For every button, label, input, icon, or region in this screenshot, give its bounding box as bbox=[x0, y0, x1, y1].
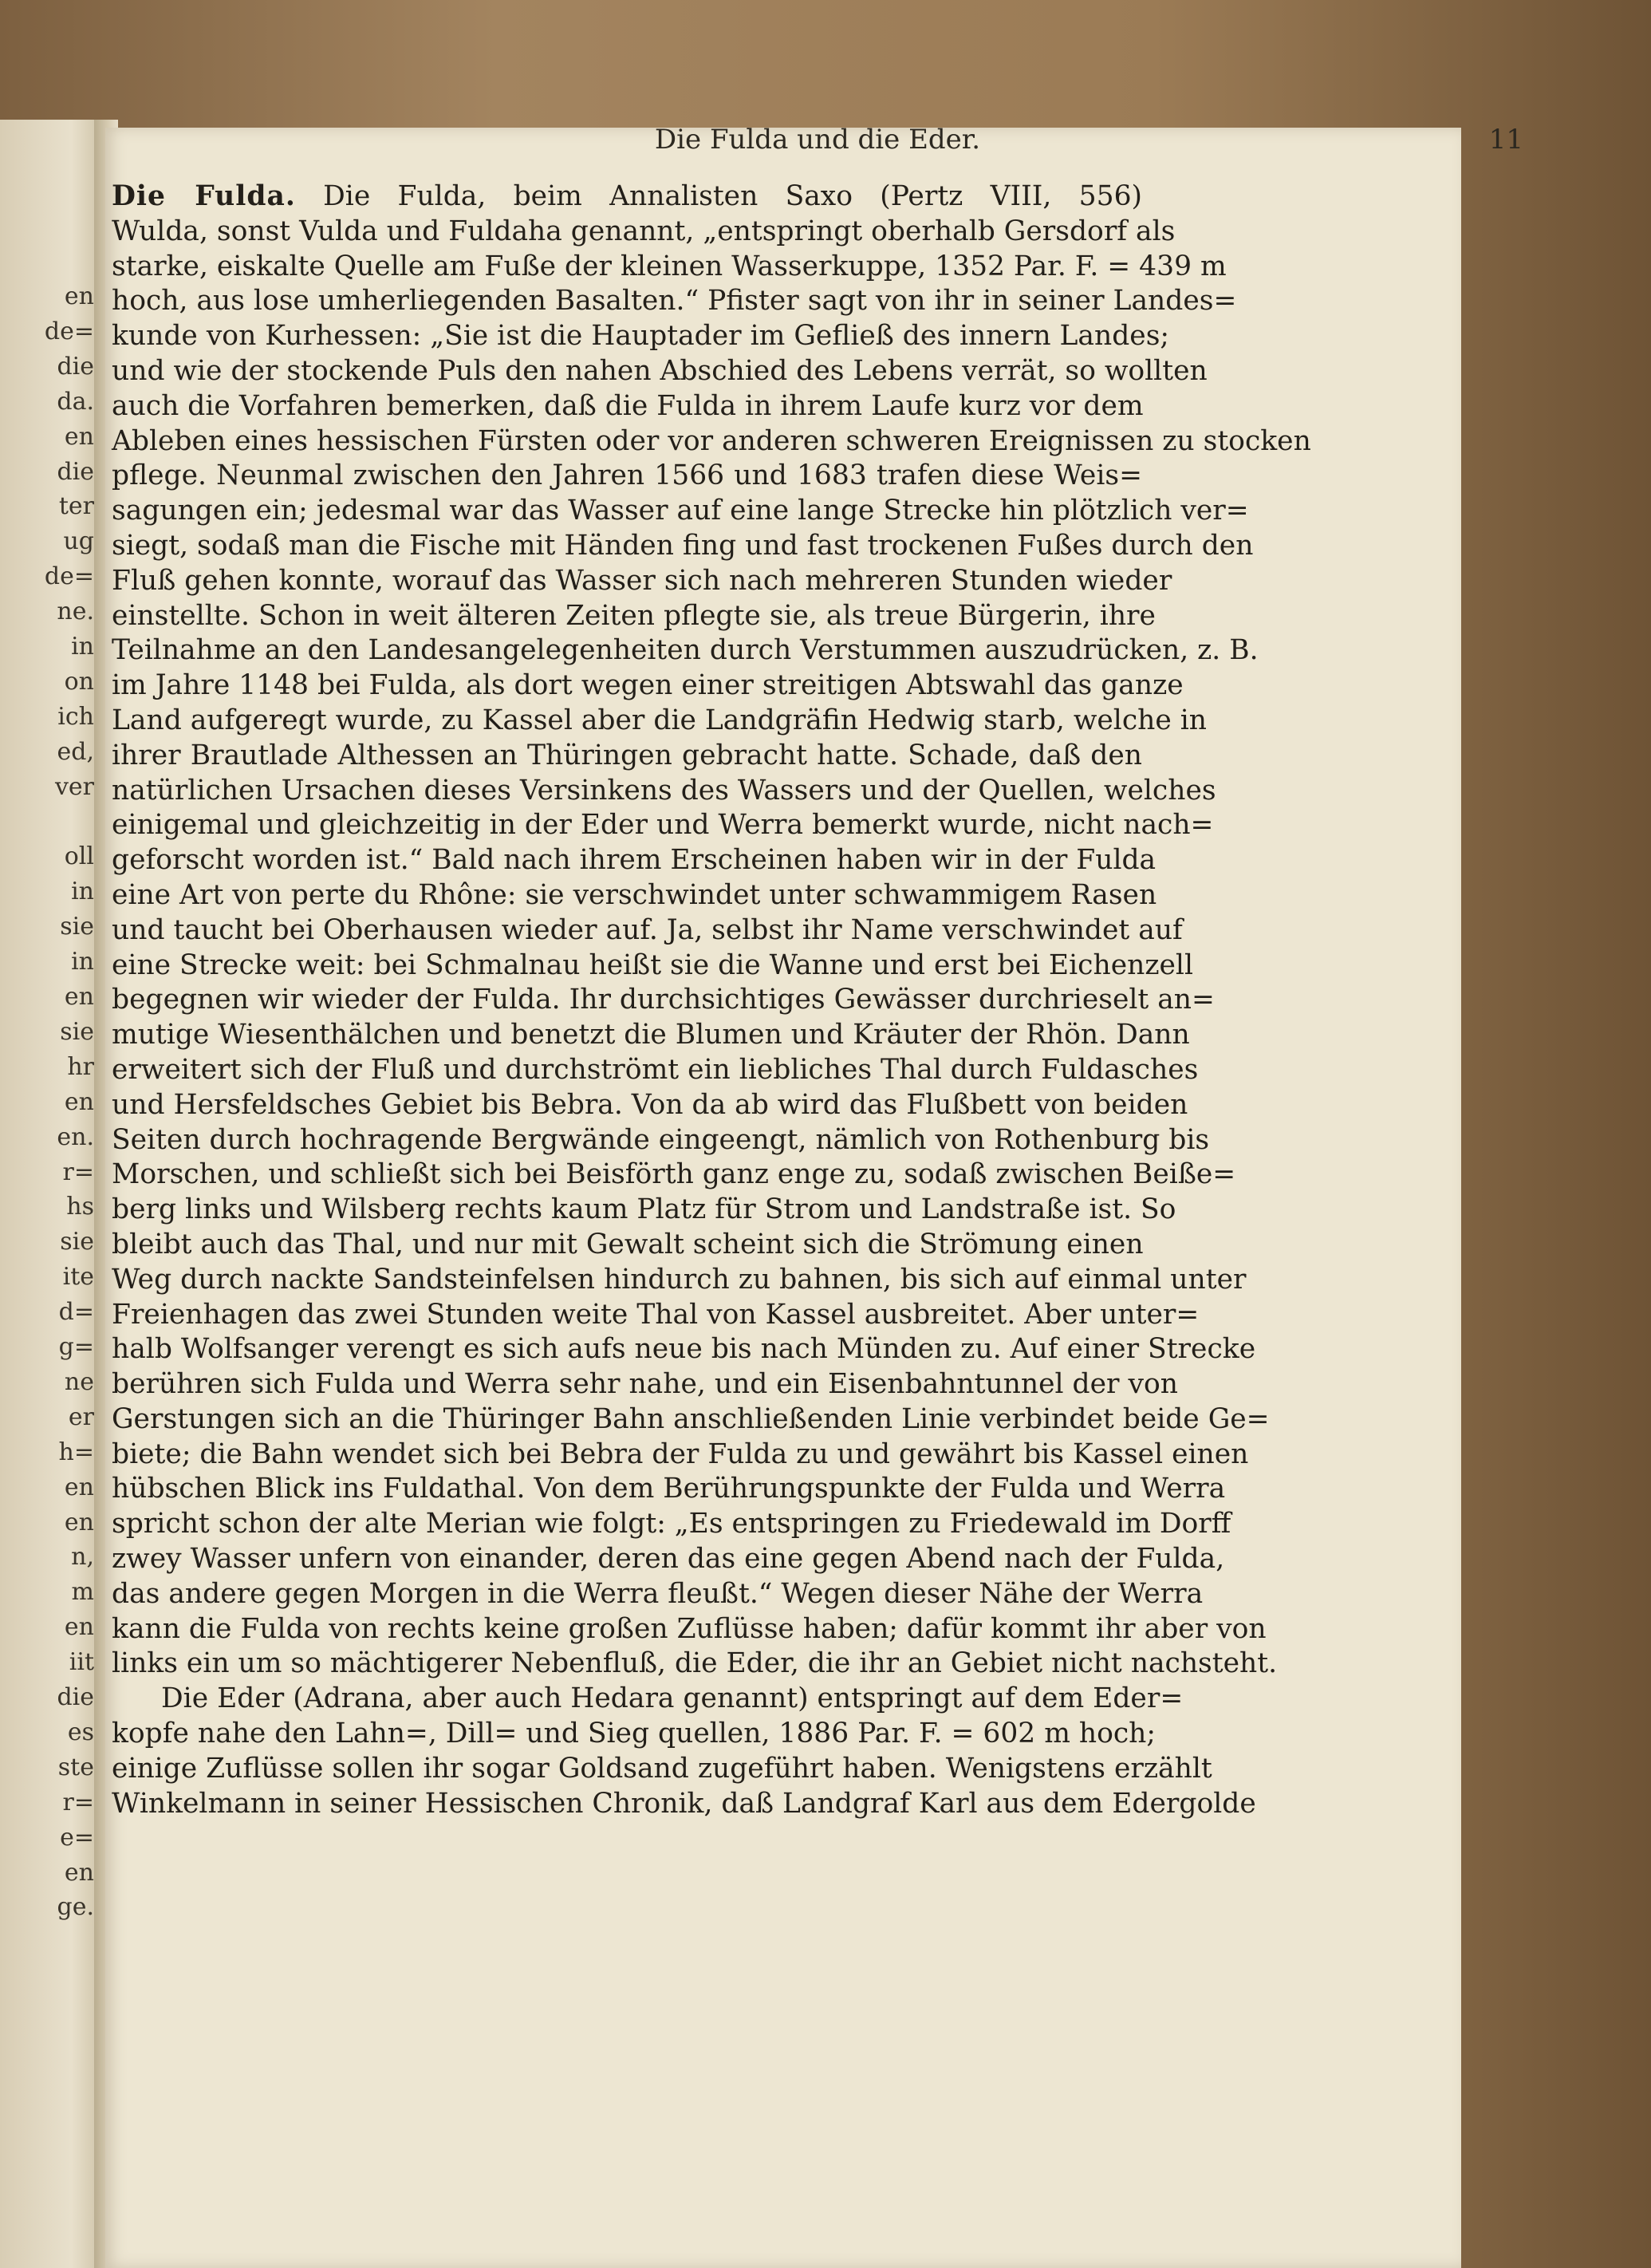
left-page-fragment: die bbox=[57, 352, 94, 381]
line-text: geforscht worden ist.“ Bald nach ihrem Erscheinen haben wir in der Fulda bbox=[112, 844, 1156, 877]
text-line bbox=[112, 1298, 1200, 1333]
left-page-fragment: g= bbox=[58, 1333, 94, 1361]
line-text: kopfe nahe den Lahn=, Dill= und Sieg quellen, 1886 Par. F. = 602 m hoch; bbox=[112, 1718, 1156, 1750]
left-page-fragment: sie bbox=[60, 1017, 94, 1046]
text-line bbox=[112, 739, 1142, 774]
text-line bbox=[112, 1542, 1225, 1577]
left-page-fragment: en bbox=[64, 422, 94, 451]
text-line bbox=[112, 250, 1227, 285]
line-text: kann die Fulda von rechts keine großen Zuflüsse haben; dafür kommt ihr aber von bbox=[112, 1612, 1267, 1645]
line-text: mutige Wiesenthälchen und benetzt die Blumen und Kräuter der Rhön. Dann bbox=[112, 1019, 1190, 1051]
left-page-edge bbox=[0, 120, 102, 2268]
line-text: Ableben eines hessischen Fürsten oder vor anderen schweren Ereignissen zu stocken bbox=[112, 424, 1311, 457]
text-line bbox=[112, 1717, 1156, 1752]
left-page-fragment: sie bbox=[60, 1228, 94, 1256]
left-page-fragment: h= bbox=[58, 1438, 94, 1466]
line-text: Gerstungen sich an die Thüringer Bahn anschließenden Linie verbindet beide Ge= bbox=[112, 1402, 1270, 1435]
left-page-fragment: ge. bbox=[57, 1893, 94, 1922]
left-page-fragment: en bbox=[64, 1473, 94, 1501]
line-text: Teilnahme an den Landesangelegenheiten durch Verstummen auszudrücken, z. B. bbox=[112, 634, 1259, 667]
line-text: auch die Vorfahren bemerken, daß die Fulda in ihrem Laufe kurz vor dem bbox=[112, 389, 1144, 422]
text-line bbox=[112, 1577, 1204, 1612]
text-line bbox=[112, 1367, 1178, 1402]
line-text: im Jahre 1148 bei Fulda, als dort wegen einer streitigen Abtswahl das ganze bbox=[112, 669, 1184, 702]
line-text: bleibt auch das Thal, und nur mit Gewalt scheint sich die Strömung einen bbox=[112, 1228, 1144, 1260]
line-text: sagungen ein; jedesmal war das Wasser auf eine lange Strecke hin plötzlich ver= bbox=[112, 495, 1249, 527]
text-line bbox=[112, 1088, 1188, 1123]
line-text: Winkelmann in seiner Hessischen Chronik, daß Landgraf Karl aus dem Edergolde bbox=[112, 1787, 1256, 1820]
text-line bbox=[112, 878, 1157, 913]
left-page-fragment: de= bbox=[44, 562, 94, 591]
left-page-fragment: ne bbox=[64, 1367, 94, 1396]
left-page-fragment: r= bbox=[62, 1158, 94, 1186]
running-title: Die Fulda und die Eder. bbox=[654, 124, 981, 156]
text-line bbox=[112, 354, 1208, 389]
text-line bbox=[112, 913, 1183, 949]
text-line bbox=[112, 1053, 1199, 1088]
line-text: eine Art von perte du Rhône: sie verschwindet unter schwammigem Rasen bbox=[112, 878, 1157, 911]
page-header bbox=[112, 124, 1523, 164]
text-line bbox=[112, 284, 1237, 319]
text-line bbox=[112, 1507, 1231, 1542]
left-page-fragment: r= bbox=[62, 1788, 94, 1816]
line-text: begegnen wir wieder der Fulda. Ihr durchsichtiges Gewässer durchrieselt an= bbox=[112, 984, 1215, 1016]
text-line bbox=[112, 179, 1142, 215]
text-line bbox=[112, 1612, 1267, 1647]
line-text: einstellte. Schon in weit älteren Zeiten pflegte sie, als treue Bürgerin, ihre bbox=[112, 599, 1156, 632]
text-line bbox=[112, 1647, 1278, 1682]
line-text: halb Wolfsanger verengt es sich aufs neue bis nach Münden zu. Auf einer Strecke bbox=[112, 1333, 1256, 1366]
left-page-fragment: ite bbox=[62, 1263, 94, 1292]
left-page-fragment: n, bbox=[71, 1543, 94, 1572]
line-text: Land aufgeregt wurde, zu Kassel aber die Landgräfin Hedwig starb, welche in bbox=[112, 704, 1208, 736]
text-line bbox=[112, 1158, 1236, 1193]
left-page-fragment: ter bbox=[58, 492, 94, 521]
text-line bbox=[112, 215, 1176, 250]
left-page-fragment: d= bbox=[58, 1298, 94, 1327]
left-page-fragment: es bbox=[67, 1718, 94, 1746]
text-line bbox=[112, 1018, 1190, 1053]
line-text: und Hersfeldsches Gebiet bis Bebra. Von da ab wird das Flußbett von beiden bbox=[112, 1088, 1188, 1121]
section-heading: Die Fulda. bbox=[112, 180, 296, 212]
left-page-fragment: ed, bbox=[57, 737, 94, 766]
left-page-fragment: hs bbox=[66, 1193, 94, 1221]
left-page-fragment: ste bbox=[57, 1753, 94, 1781]
line-text: erweitert sich der Fluß und durchströmt ein liebliches Thal durch Fuldasches bbox=[112, 1053, 1199, 1086]
left-page-fragment: en bbox=[64, 282, 94, 310]
left-page-fragment: en. bbox=[57, 1122, 94, 1151]
line-text: siegt, sodaß man die Fische mit Händen fing und fast trockenen Fußes durch den bbox=[112, 529, 1254, 562]
body-text bbox=[112, 179, 1311, 1821]
left-page-fragment: sie bbox=[60, 913, 94, 941]
line-text: eine Strecke weit: bei Schmalnau heißt sie die Wanne und erst bei Eichenzell bbox=[112, 949, 1193, 981]
line-text: links ein um so mächtigerer Nebenfluß, die Eder, die ihr an Gebiet nicht nachsteht. bbox=[112, 1647, 1278, 1680]
line-text: biete; die Bahn wendet sich bei Bebra der Fulda zu und gewährt bis Kassel einen bbox=[112, 1438, 1249, 1470]
line-text: Weg durch nackte Sandsteinfelsen hindurch zu bahnen, bis sich auf einmal unter bbox=[112, 1263, 1247, 1296]
line-text: Freienhagen das zwei Stunden weite Thal von Kassel ausbreitet. Aber unter= bbox=[112, 1298, 1200, 1331]
left-page-fragment: de= bbox=[44, 317, 94, 345]
left-page-fragment: on bbox=[64, 667, 94, 696]
text-line bbox=[112, 1228, 1142, 1263]
text-line bbox=[112, 983, 1215, 1018]
line-text: Fluß gehen konnte, worauf das Wasser sich nach mehreren Stunden wieder bbox=[112, 564, 1172, 597]
left-page-fragment: ich bbox=[57, 702, 94, 731]
line-text: berühren sich Fulda und Werra sehr nahe, und ein Eisenbahntunnel der von bbox=[112, 1368, 1178, 1401]
line-text: hoch, aus lose umherliegenden Basalten.“ Pfister sagt von ihr in seiner Landes= bbox=[112, 285, 1237, 318]
text-line bbox=[112, 319, 1170, 354]
left-page-fragment: hr bbox=[67, 1052, 94, 1081]
line-text: einige Zuflüsse sollen ihr sogar Goldsand zugeführt haben. Wenigstens erzählt bbox=[112, 1752, 1212, 1785]
text-line bbox=[112, 1438, 1249, 1473]
text-line bbox=[112, 1787, 1256, 1822]
left-page-fragment: da. bbox=[57, 387, 94, 416]
line-text: einigemal und gleichzeitig in der Eder und Werra bemerkt wurde, nicht nach= bbox=[112, 809, 1214, 842]
text-line bbox=[112, 704, 1208, 739]
left-page-fragment: en bbox=[64, 1858, 94, 1887]
line-text: Morschen, und schließt sich bei Beisförth ganz enge zu, sodaß zwischen Beiße= bbox=[112, 1158, 1236, 1191]
text-line bbox=[112, 564, 1172, 599]
text-line bbox=[112, 808, 1214, 843]
line-text: berg links und Wilsberg rechts kaum Platz für Strom und Landstraße ist. So bbox=[112, 1193, 1176, 1226]
text-line bbox=[112, 1123, 1210, 1158]
line-text: und wie der stockende Puls den nahen Abschied des Lebens verrät, so wollten bbox=[112, 354, 1208, 387]
text-line bbox=[112, 1752, 1212, 1787]
text-line bbox=[112, 843, 1156, 878]
text-line bbox=[112, 1193, 1176, 1228]
left-page-fragment: in bbox=[71, 633, 94, 661]
text-line bbox=[112, 424, 1311, 460]
text-line bbox=[112, 774, 1216, 809]
left-page-fragment: er bbox=[68, 1402, 94, 1431]
left-page-fragment: ver bbox=[54, 772, 94, 801]
text-line bbox=[112, 1332, 1256, 1367]
text-line bbox=[112, 599, 1156, 634]
left-page-fragment: en bbox=[64, 983, 94, 1011]
left-page-fragment: die bbox=[57, 1683, 94, 1711]
text-line bbox=[112, 1682, 1184, 1717]
text-line bbox=[112, 529, 1254, 564]
text-line bbox=[112, 459, 1142, 494]
text-line bbox=[112, 949, 1193, 984]
left-page-fragment: iit bbox=[69, 1648, 94, 1677]
line-text: und taucht bei Oberhausen wieder auf. Ja, selbst ihr Name verschwindet auf bbox=[112, 913, 1183, 946]
left-page-fragment: en bbox=[64, 1613, 94, 1642]
line-text: Die Fulda, beim Annalisten Saxo (Pertz VIII, 556) bbox=[295, 180, 1142, 212]
paragraph bbox=[112, 179, 1311, 1682]
paragraph bbox=[112, 1682, 1256, 1821]
line-text: zwey Wasser unfern von einander, deren das eine gegen Abend nach der Fulda, bbox=[112, 1543, 1225, 1576]
line-text: spricht schon der alte Merian wie folgt: „Es entspringen zu Friedewald im Dorff bbox=[112, 1508, 1231, 1540]
line-text: natürlichen Ursachen dieses Versinkens des Wassers und der Quellen, welches bbox=[112, 774, 1216, 807]
text-line bbox=[112, 669, 1184, 704]
left-page-fragment: in bbox=[71, 878, 94, 906]
left-page-fragment: in bbox=[71, 948, 94, 976]
line-text: starke, eiskalte Quelle am Fuße der kleinen Wasserkuppe, 1352 Par. F. = 439 m bbox=[112, 250, 1227, 282]
left-page-fragment: en bbox=[64, 1508, 94, 1536]
page-number: 11 bbox=[1488, 124, 1523, 156]
line-text: das andere gegen Morgen in die Werra fleußt.“ Wegen dieser Nähe der Werra bbox=[112, 1577, 1204, 1610]
text-line bbox=[112, 633, 1259, 669]
left-page-fragment: en bbox=[64, 1087, 94, 1116]
line-text: ihrer Brautlade Althessen an Thüringen gebracht hatte. Schade, daß den bbox=[112, 739, 1142, 771]
line-text: pflege. Neunmal zwischen den Jahren 1566 und 1683 trafen diese Weis= bbox=[112, 460, 1142, 492]
text-line bbox=[112, 389, 1142, 424]
left-page-fragment: ne. bbox=[57, 598, 94, 626]
line-text: hübschen Blick ins Fuldathal. Von dem Berührungspunkte der Fulda und Werra bbox=[112, 1473, 1226, 1505]
left-page-fragment: m bbox=[71, 1578, 94, 1607]
line-text: kunde von Kurhessen: „Sie ist die Hauptader im Gefließ des innern Landes; bbox=[112, 320, 1170, 353]
text-line bbox=[112, 1472, 1226, 1507]
line-text: Wulda, sonst Vulda und Fuldaha genannt, „entspringt oberhalb Gersdorf als bbox=[112, 215, 1176, 247]
left-page-fragment: ug bbox=[63, 527, 94, 556]
line-text: Seiten durch hochragende Bergwände eingeengt, nämlich von Rothenburg bis bbox=[112, 1123, 1210, 1156]
line-text: Die Eder (Adrana, aber auch Hedara genannt) entspringt auf dem Eder= bbox=[161, 1682, 1184, 1715]
left-page-fragment: e= bbox=[60, 1823, 94, 1852]
left-page-fragment: oll bbox=[64, 842, 94, 871]
left-page-fragment: die bbox=[57, 457, 94, 486]
text-line bbox=[112, 494, 1249, 529]
text-line bbox=[112, 1402, 1270, 1438]
text-line bbox=[112, 1263, 1247, 1298]
